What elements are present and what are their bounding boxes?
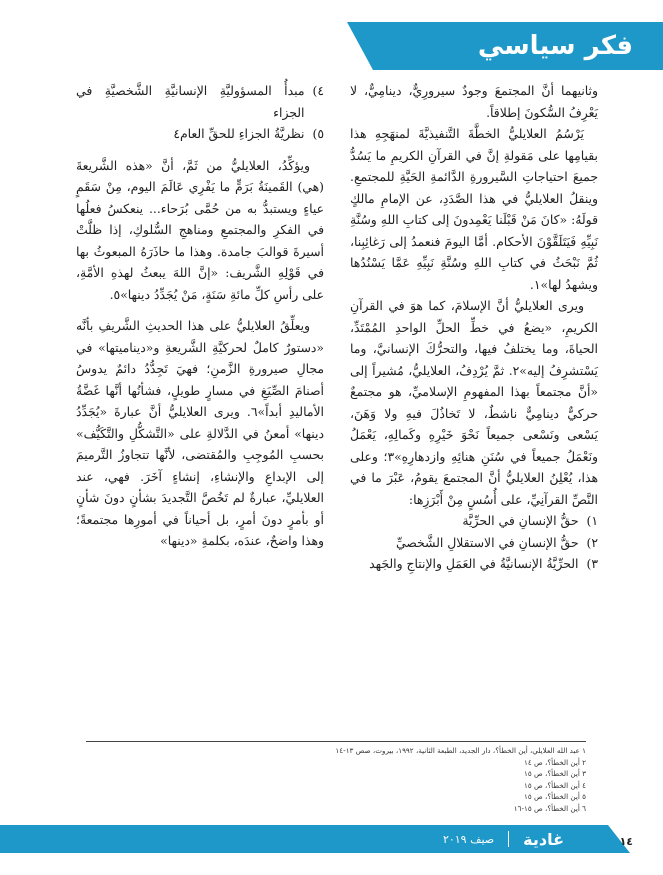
- list-item: [350, 510, 598, 532]
- list-item: [76, 123, 324, 145]
- list-text: حقُّ الإنسانِ في الحرِّيَّة: [462, 513, 579, 528]
- footnote: ١ عبد الله العلايلي، أين الخطأ؟، دار الجديد، الطبعة الثانية، ١٩٩٢، بيروت، صص ١٣-١٤: [335, 746, 586, 755]
- list-item: [350, 553, 598, 575]
- list-text: الحرِّيَّةُ الإنسانيَّةُ في العَمَلِ والإنتاجِ والجَهد: [369, 556, 579, 571]
- footnote: ٣ أين الخطأ؟، ص ١٥: [524, 769, 586, 779]
- paragraph: وثانيهما أنَّ المجتمعَ وجودٌ سيرورِيٌّ، دينامِيٌّ، لا يَعْرِفُ السُّكونَ إطلاقاً.: [350, 83, 598, 120]
- principles-list: [350, 510, 598, 575]
- paragraph: ويرى العلايليُّ أنَّ الإسلامَ، كما هوَ في القرآنِ الكريمِ، «يضعُ في خطِّ الحلِّ الواحدِ المُمْتَدِّ، الحياةَ، وما يختلفُ فيها، والتحرُّكَ الإنسانيَّ، وما يَسْتشرِفُ إليه»٢. ثمَّ يُرْدِفُ، العلايليُّ، مُشيراً إلى «أنَّ مجتمعاً بهذا المفهومِ الإسلاميِّ، هو مجتمعٌ حركيٌّ دينامِيٌّ ناشطٌ، لا تَخاذُلَ فيهِ ولا وَهَنَ، يَسْعى ونَسْعى جميعاً نَحْوَ خَيْرِهِ وكَمالِهِ، يَعْمَلُ ونَعْمَلُ جميعاً في سُنَنِ هنائِهِ وازدهارِهِ»٣؛ وعلى هذا، يُعْلِنُ العلايليُّ أنَّ المجتمعَ يقومُ، عَبْرَ ما في النَّصِّ القرآنِيِّ، على أُسُسٍ مِنْ أَبْرَزِها:: [350, 298, 599, 507]
- footer-bar: [0, 825, 608, 853]
- paragraph: ويؤكِّدُ، العلايليُّ من ثَمَّ، أنَّ «هذه الشَّريعةَ (هي) القَمينَةُ بَرَمٍّ ما يَفْرِي عَالَمَ اليوم، مِنْ سَقَمٍ عياءٍ ويستبدُّ به من حُمَّى بُرَحاء... ينعكسُ فعلُها في الفكرِ والمجتمعِ ومناهجِ السُّلوكِ، إذا ظلَّتْ أسيرةَ قوالبَ جامدة. وهذا ما حاذَرَهُ المبعوثُ بها في قَوْلِهِ الشَّريف: «إنَّ اللهَ يبعثُ لهذهِ الأمَّةِ، على رأسِ كلِّ مائةِ سَنَةٍ، مَنْ يُجَدِّدُ دينها»٥.: [76, 157, 324, 302]
- list-item: [350, 532, 598, 554]
- list-number: ٢): [586, 534, 598, 550]
- list-number: ٥): [312, 126, 324, 141]
- section-title: فكر سياسي: [477, 31, 633, 61]
- principles-list-continued: [76, 80, 324, 145]
- article-body: [76, 80, 598, 720]
- footnote-divider: [86, 741, 586, 742]
- left-column: [76, 80, 324, 552]
- footnote: ٦ أين الخطأ؟، ص ١٥-١٦: [513, 803, 586, 813]
- footnote: ٥ أين الخطأ؟، ص ١٥: [524, 792, 586, 802]
- magazine-logo: غادية: [523, 829, 564, 849]
- paragraph: يَرْسُمُ العلايليُّ الخطَّةَ التَّنفيذيَّةَ لمنهَجِهِ هذا بقيامِها على مَقولةِ إنَّ في القرآنِ الكريمِ ما يَسُدُّ جميعَ احتياجاتِ السَّيرورةِ الدَّائمةِ الحَيَّةِ للمجتمعِ. وينقلُ العلايليُّ في هذا الصَّدَدِ، عن الإمامِ مالكٍ قولَهُ: «كانَ مَنْ قَبْلَنا يَعْمِدونَ إلى كتابِ اللهِ وسُنَّةِ نَبِيِّهِ فَيَتَلَقَّوْنَ الأحكام. أمَّا اليومَ فنعمدُ إلى رَغائِبِنا، ثُمَّ نَبْحَثُ في كتابِ اللهِ وسُنَّةِ نَبِيِّهِ عَمَّا يَسْنُدُها ويشهدُ لها»١.: [350, 126, 598, 292]
- list-item: [76, 80, 324, 123]
- section-header: [373, 22, 663, 70]
- page-number: ١٤: [619, 835, 633, 848]
- list-number: ٣): [586, 556, 598, 571]
- issue-label: صيف ٢٠١٩: [442, 832, 495, 846]
- footnotes: [76, 745, 586, 815]
- footnote: ٢ أين الخطأ؟، ص ١٤: [524, 757, 586, 767]
- footnote: ٤ أين الخطأ؟، ص ١٥: [524, 780, 586, 790]
- footer-divider: [508, 831, 509, 847]
- list-text: نظريَّةُ الجزاءِ للحقِّ العام٤: [173, 126, 305, 141]
- list-text: حقُّ الإنسانِ في الاستقلالِ الشَّخصيِّ: [395, 534, 579, 550]
- right-column: [350, 80, 598, 575]
- list-number: ١): [586, 513, 598, 528]
- paragraph: ويعلِّقُ العلايليُّ على هذا الحديثِ الشَّريفِ بأنَّه «دستورٌ كاملٌ لحركيَّةِ الشَّريعةِ و«ديناميتها» في مجالِ صيرورةِ الزَّمنِ؛ فهيَ تَجِدُّدُ دائمٌ يدوسُ أصنامَ الصِّيَغِ في مسارٍ طويلٍ، فشأنُها أنَّها غَضَّةُ الأماليدِ أبداً»٦. ويرى العلايليُّ أنَّ عبارةَ «يُجَدِّدُ دينها» أمعنُ في الدَّلالةِ على «التَّشكُّلِ والتَّكَيُّف» بحسبِ المُوجِبِ والمُقتضى، لأنَّها تتجاوزُ التَّرميمَ إلى الإبداعِ والإنشاءِ، إنشاءٍ آخَرَ. فهي، عند العلايليِّ، عبارةٌ لم تَخُصَّ التَّجديدَ بشأنٍ دونَ شأنٍ أو بأمرٍ دونَ أمرٍ، بل أحياناً في أمورِها مجتمعةً؛ وهذا واضحٌ، عندَه، بكلمةِ «دينها»: [76, 318, 324, 548]
- list-text: مبدأُ المسؤوليَّةِ الإنسانيَّةِ الشَّخصيَّةِ في الجزاء: [76, 83, 305, 120]
- list-number: ٤): [312, 83, 324, 98]
